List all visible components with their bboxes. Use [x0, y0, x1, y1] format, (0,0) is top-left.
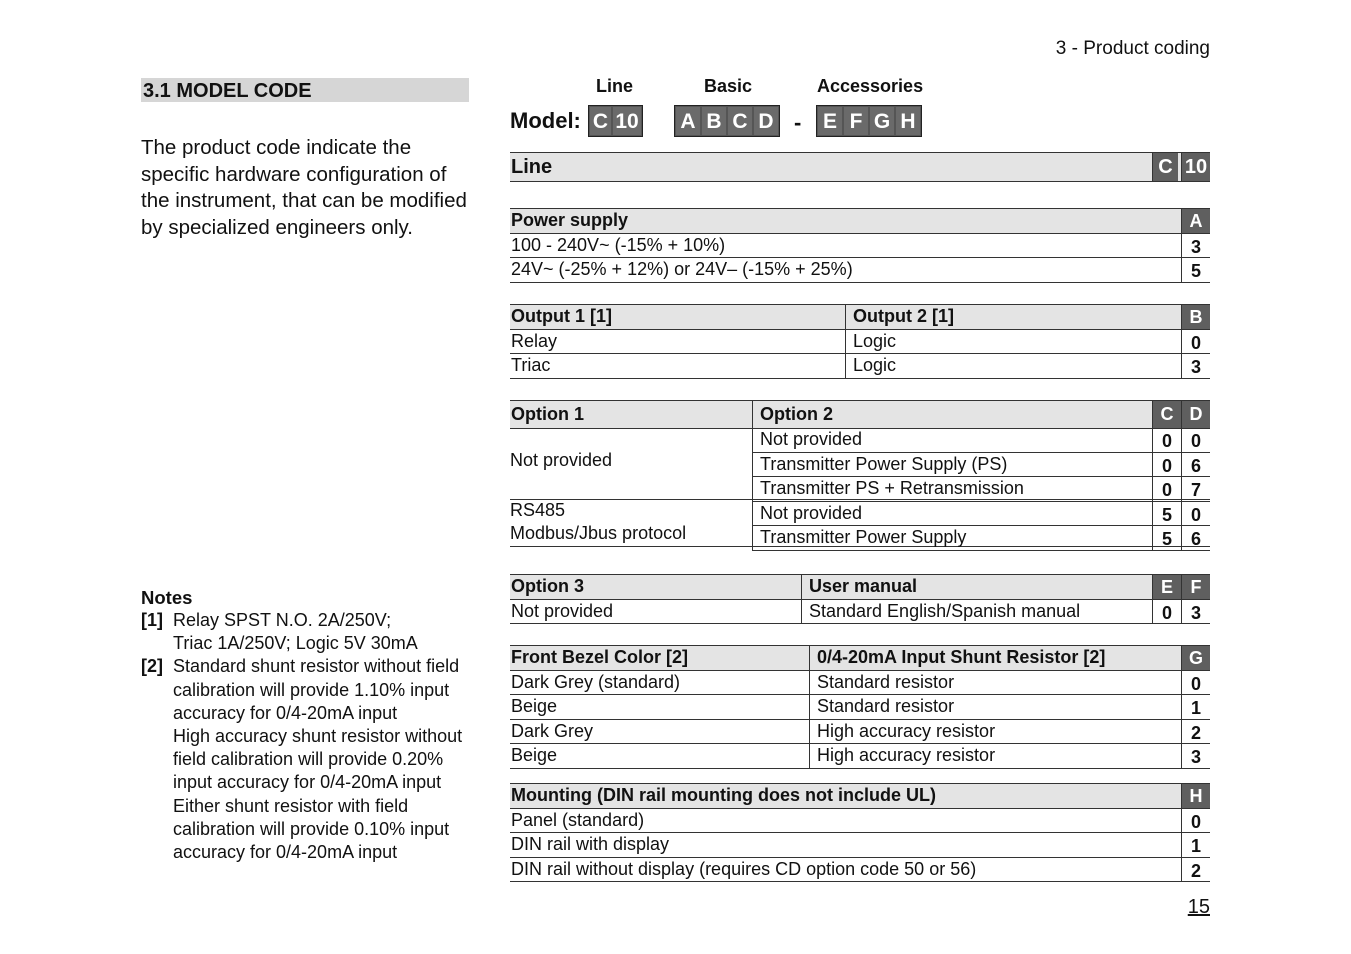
row-cell: Not provided — [752, 428, 862, 452]
row-label: 100 - 240V~ (-15% + 10%) — [511, 234, 726, 255]
option3-table — [510, 574, 1210, 624]
row-cell: Dark Grey — [511, 720, 594, 741]
code-cell: B — [1181, 305, 1210, 329]
intro-paragraph: The product code indicate the specific hardware configuration of the instrument, that can be modified by specialized engineers only. — [141, 136, 467, 239]
code-cell: 0 — [1181, 502, 1210, 526]
group-label-accessories: Accessories — [817, 76, 924, 96]
basic-code-box — [674, 105, 780, 137]
header-cell: Output 2 [1] — [845, 305, 954, 329]
section-title: 3.1 MODEL CODE — [141, 78, 469, 102]
option2-rows — [752, 428, 1210, 551]
table-header — [510, 400, 1210, 429]
code-cell: 2 — [1181, 858, 1210, 882]
header-cell: Line — [511, 156, 553, 178]
row-cell: Not provided — [752, 502, 862, 526]
row-cell: Transmitter Power Supply — [752, 526, 966, 550]
code-cell: F — [1181, 575, 1210, 599]
note-line: High accuracy shunt resistor without field calibration will provide 0.20% input accuracy for 0/4-20mA input — [173, 726, 463, 793]
row-cell: High accuracy resistor — [809, 720, 995, 744]
code-cell: 1 — [1181, 695, 1210, 719]
note-line: Triac 1A/250V; Logic 5V 30mA — [173, 633, 418, 654]
code-letter: C — [728, 107, 752, 135]
header-cell: User manual — [801, 575, 917, 599]
option1-label: Modbus/Jbus protocol — [510, 523, 687, 543]
option1-label: RS485 — [510, 500, 566, 520]
table-row — [510, 720, 1210, 745]
table-row — [510, 671, 1210, 696]
note-body — [173, 655, 471, 864]
code-letter: C — [590, 107, 611, 135]
code-cell: H — [1181, 784, 1210, 808]
row-cell: Transmitter Power Supply (PS) — [752, 453, 1007, 477]
code-letter: A — [676, 107, 700, 135]
table-row — [510, 354, 1210, 379]
row-cell: Standard resistor — [809, 671, 954, 695]
code-cell: 0 — [1152, 600, 1181, 624]
note-ref: [2] — [141, 656, 163, 677]
code-letter: F — [844, 107, 868, 135]
row-cell: Relay — [511, 330, 558, 351]
header-cell: Option 3 — [511, 576, 584, 596]
note-1 — [141, 609, 471, 655]
table-row — [752, 477, 1210, 502]
header-cell: Mounting (DIN rail mounting does not include UL) — [511, 785, 936, 805]
note-line: Standard shunt resistor without field calibration will provide 1.10% input accuracy for 0/4-20mA input — [173, 656, 460, 723]
outputs-table — [510, 304, 1210, 379]
table-row — [510, 858, 1210, 883]
table-header — [510, 645, 1210, 671]
code-cell: 10 — [1181, 153, 1210, 181]
code-cell: 1 — [1181, 833, 1210, 857]
code-cell: E — [1152, 575, 1181, 599]
model-code-header — [510, 76, 930, 140]
row-cell: Beige — [511, 696, 558, 716]
code-cell: 6 — [1181, 526, 1210, 550]
table-row — [752, 502, 1210, 527]
table-header — [510, 304, 1210, 330]
table-row — [752, 453, 1210, 478]
group-label-basic: Basic — [704, 76, 753, 96]
header-cell: Option 2 — [752, 401, 833, 428]
row-cell: Transmitter PS + Retransmission — [752, 477, 1024, 501]
code-separator: - — [794, 110, 802, 135]
table-header — [510, 208, 1210, 234]
notes — [141, 587, 471, 864]
table-row — [510, 330, 1210, 355]
code-cell: 5 — [1152, 526, 1181, 550]
page-number: 15 — [1187, 896, 1210, 918]
row-cell: Beige — [511, 745, 558, 765]
line-code-box — [588, 105, 643, 137]
header-cell: 0/4-20mA Input Shunt Resistor [2] — [809, 646, 1105, 670]
row-cell: Logic — [845, 354, 896, 378]
row-cell: Standard resistor — [809, 695, 954, 719]
table-row — [510, 234, 1210, 259]
code-cell: C — [1152, 401, 1181, 428]
table-row — [510, 744, 1210, 769]
code-letter: H — [896, 107, 920, 135]
header-cell: Front Bezel Color [2] — [511, 647, 689, 667]
note-line: Relay SPST N.O. 2A/250V; — [173, 610, 392, 630]
code-cell: A — [1181, 209, 1210, 233]
header-cell: Output 1 [1] — [511, 306, 612, 326]
code-cell: 2 — [1181, 720, 1210, 744]
header-cell: Option 1 — [511, 404, 584, 424]
header-cell: Power supply — [511, 210, 629, 230]
table-row — [752, 428, 1210, 453]
code-letter: E — [818, 107, 842, 135]
code-letter: D — [754, 107, 778, 135]
code-cell: 5 — [1181, 258, 1210, 282]
row-cell: Not provided — [511, 600, 614, 621]
code-letter: G — [870, 107, 894, 135]
row-label: Panel (standard) — [511, 809, 645, 830]
code-cell: 3 — [1181, 234, 1210, 258]
code-cell: G — [1181, 646, 1210, 670]
code-cell: 3 — [1181, 354, 1210, 378]
chapter-header: 3 - Product coding — [1055, 38, 1210, 59]
code-letter: 10 — [613, 107, 641, 135]
mounting-table — [510, 783, 1210, 882]
code-cell: 7 — [1181, 477, 1210, 501]
row-label: DIN rail without display (requires CD option code 50 or 56) — [511, 858, 977, 879]
code-cell: 0 — [1152, 477, 1181, 501]
code-cell: 3 — [1181, 600, 1210, 624]
row-label: 24V~ (-25% + 12%) or 24V– (-15% + 25%) — [511, 259, 853, 279]
row-label: DIN rail with display — [511, 834, 670, 854]
table-row — [510, 833, 1210, 858]
code-cell: 3 — [1181, 744, 1210, 768]
row-cell: Triac — [511, 355, 551, 375]
bezel-table — [510, 645, 1210, 769]
power-supply-table — [510, 208, 1210, 283]
table-row — [510, 258, 1210, 283]
table-header — [510, 152, 1210, 182]
code-cell: 0 — [1181, 809, 1210, 833]
row-cell: Dark Grey (standard) — [511, 671, 681, 692]
table-header — [510, 574, 1210, 600]
row-cell: Logic — [845, 330, 896, 354]
group-label-line: Line — [596, 76, 634, 96]
row-cell: High accuracy resistor — [809, 744, 995, 768]
code-cell: C — [1152, 153, 1178, 181]
code-cell: 0 — [1181, 330, 1210, 354]
code-cell: 0 — [1152, 453, 1181, 477]
table-header — [510, 783, 1210, 809]
note-line: Either shunt resistor with field calibration will provide 0.10% input accuracy for 0/4-20mA input — [173, 795, 450, 863]
row-cell: Standard English/Spanish manual — [801, 600, 1080, 624]
code-cell: 5 — [1152, 502, 1181, 526]
code-cell: 0 — [1152, 428, 1181, 452]
options-table — [510, 400, 1210, 548]
code-cell: 6 — [1181, 453, 1210, 477]
model-label: Model: — [510, 108, 581, 133]
code-cell: 0 — [1181, 671, 1210, 695]
note-body — [173, 609, 471, 655]
accessory-code-box — [816, 105, 922, 137]
table-row — [510, 600, 1210, 625]
note-ref: [1] — [141, 610, 163, 630]
option1-label: Not provided — [510, 450, 613, 470]
notes-title: Notes — [141, 587, 193, 608]
code-cell: 0 — [1181, 428, 1210, 452]
line-table — [510, 152, 1210, 182]
table-row — [510, 695, 1210, 720]
table-row — [510, 809, 1210, 834]
note-2 — [141, 655, 471, 864]
code-letter: B — [702, 107, 726, 135]
table-row — [752, 526, 1210, 551]
code-cell: D — [1181, 401, 1210, 428]
